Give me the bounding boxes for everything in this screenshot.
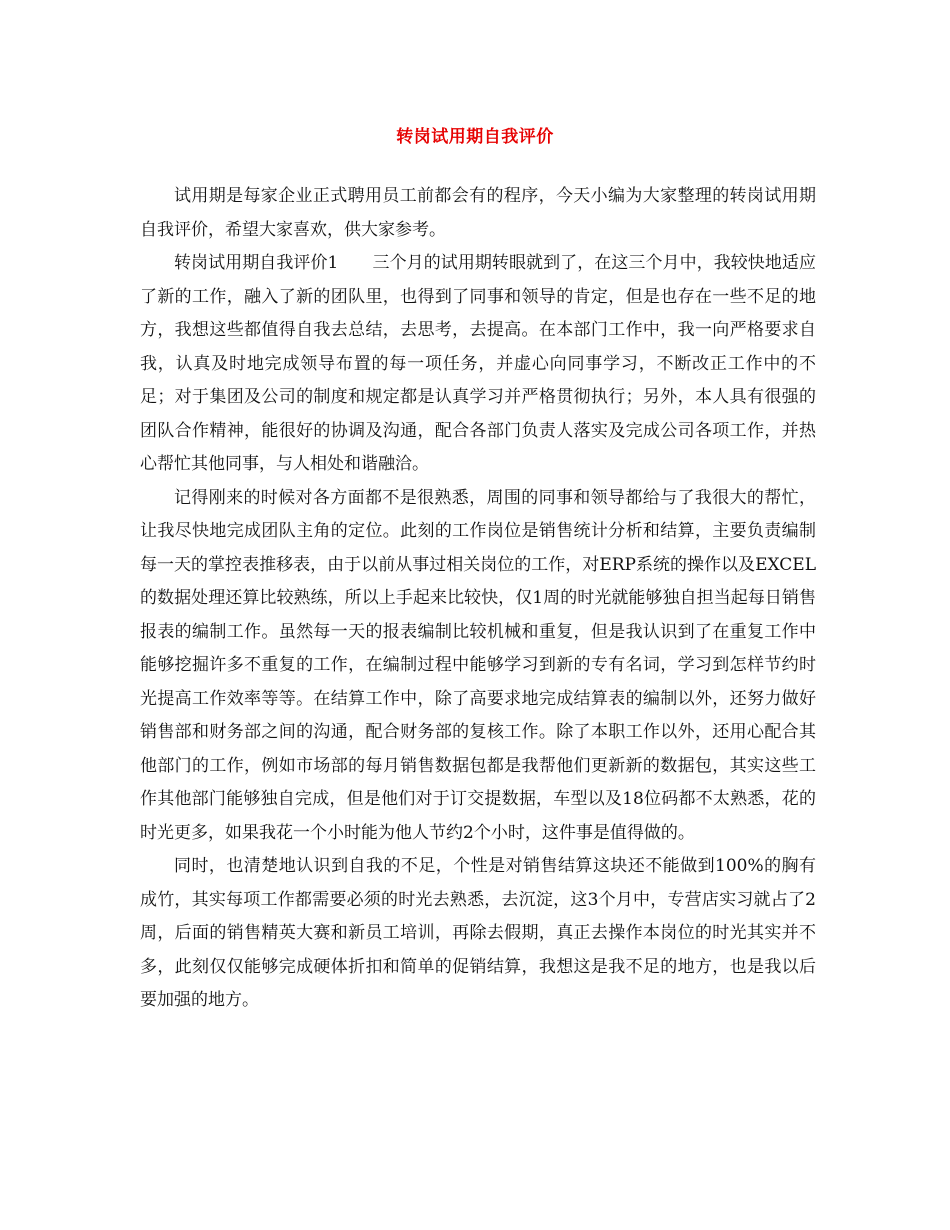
paragraph-work-experience: 记得刚来的时候对各方面都不是很熟悉，周围的同事和领导都给与了我很大的帮忙，让我尽快地完成团队主角的定位。此刻的工作岗位是销售统计分析和结算，主要负责编制每一天的掌控表推移表，由于以前从事过相关岗位的工作，对ERP系统的操作以及EXCEL的数据处理还算比较熟练，所以上手起来比较快，仅1周的时光就能够独自担当起每日销售报表的编制工作。虽然每一天的报表编制比较机械和重复，但是我认识到了在重复工作中能够挖掘许多不重复的工作，在编制过程中能够学习到新的专有名词，学习到怎样节约时光提高工作效率等等。在结算工作中，除了高要求地完成结算表的编制以外，还努力做好销售部和财务部之间的沟通，配合财务部的复核工作。除了本职工作以外，还用心配合其他部门的工作，例如市场部的每月销售数据包都是我帮他们更新新的数据包，其实这些工作其他部门能够独自完成，但是他们对于订交提数据，车型以及18位码都不太熟悉，花的时光更多，如果我花一个小时能为他人节约2个小时，这件事是值得做的。 — [140, 487, 816, 843]
paragraph-shortcomings: 同时，也清楚地认识到自我的不足，个性是对销售结算这块还不能做到100%的胸有成竹，其实每项工作都需要必须的时光去熟悉，去沉淀，这3个月中，专营店实习就占了2周，后面的销售精英大赛和新员工培训，再除去假期，真正去操作本岗位的时光其实并不多，此刻仅仅能够完成硬体折扣和简单的促销结算，我想这是我不足的地方，也是我以后要加强的地方。 — [140, 856, 816, 1010]
document-body — [140, 180, 816, 1018]
document-title: 转岗试用期自我评价 — [396, 127, 554, 147]
paragraph-evaluation-1: 转岗试用期自我评价1 三个月的试用期转眼就到了，在这三个月中，我较快地适应了新的工作，融入了新的团队里，也得到了同事和领导的肯定，但是也存在一些不足的地方，我想这些都值得自我去总结，去思考，去提高。在本部门工作中，我一向严格要求自我，认真及时地完成领导布置的每一项任务，并虚心向同事学习，不断改正工作中的不足；对于集团及公司的制度和规定都是认真学习并严格贯彻执行；另外，本人具有很强的团队合作精神，能很好的协调及沟通，配合各部门负责人落实及完成公司各项工作，并热心帮忙其他同事，与人相处和谐融洽。 — [140, 253, 816, 474]
paragraph-intro: 试用期是每家企业正式聘用员工前都会有的程序，今天小编为大家整理的转岗试用期自我评价，希望大家喜欢，供大家参考。 — [140, 186, 816, 240]
